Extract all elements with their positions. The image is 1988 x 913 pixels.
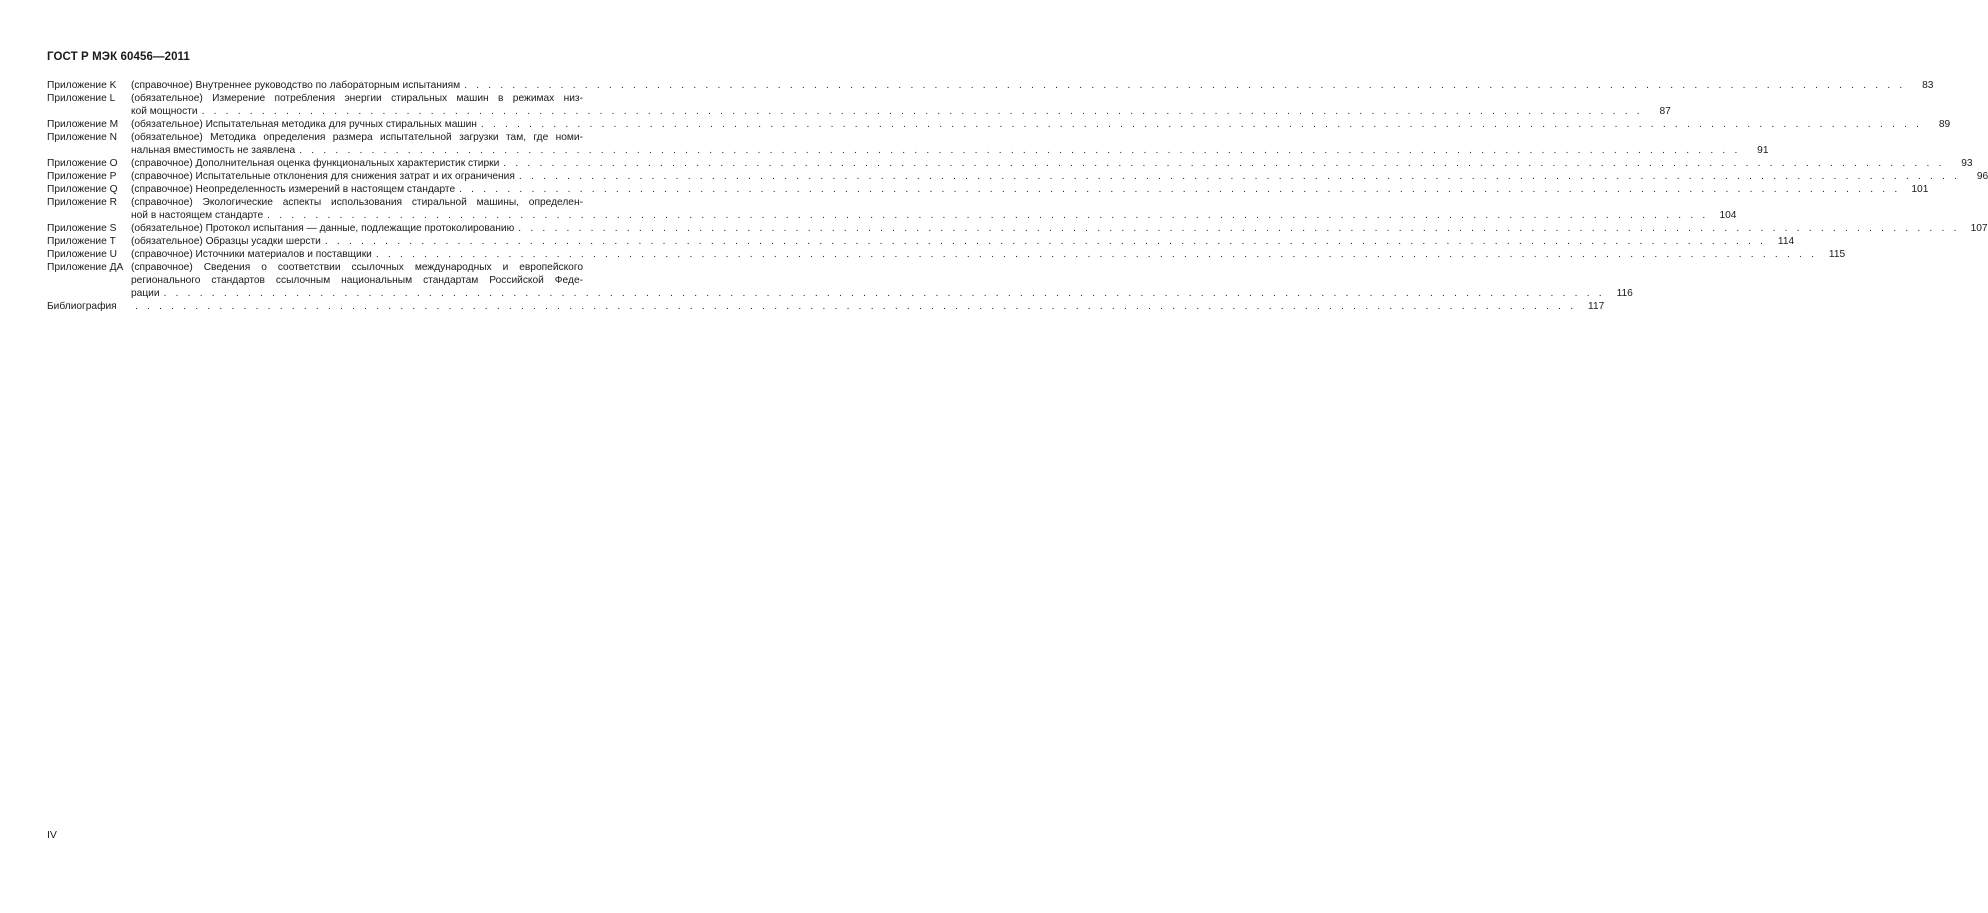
toc-entry-title: нальная вместимость не заявлена [131,145,296,156]
toc-entry-body [131,196,1737,222]
toc-entry-page-number: 115 [1828,249,1846,260]
toc-entry[interactable] [47,170,1988,183]
toc-entry[interactable] [47,222,1988,235]
toc-entry-body [131,261,1633,300]
toc-entry-label: Приложение Q [47,184,118,195]
toc-entry-body [131,248,1846,261]
toc-entry-label: Приложение U [47,249,117,260]
toc-entry-title-final-line [131,300,1605,313]
toc-entry-title: (справочное) Внутреннее руководство по лабораторным испытаниям [131,80,461,91]
toc-entry-title: (обязательное) Протокол испытания — данные, подлежащие протоколированию [131,223,515,234]
toc-entry-title-final-line [131,118,1951,131]
toc-entry-title: (справочное) Испытательные отклонения для снижения затрат и их ограничения [131,171,515,182]
toc-entry[interactable] [47,131,1769,157]
toc-entry-title-final-line [131,157,1973,170]
toc-entry-page-number: 87 [1659,106,1671,117]
toc-entry-title: (справочное) Источники материалов и поставщики [131,249,372,260]
toc-entry-title-line: (справочное) Сведения о соответствии ссылочных международных и европейского [131,262,583,273]
dot-leader: . . . . . . . . . . . . . . . . . . . . . . . . . . . . . . . . . . . . . . . . . . . . . . . . . . . . . . . . . . . . . . . . . . . . . . . . . . . . . . . . . . . . . . . . . . . . . . . . . . . . . . . . . . . . . . . . . . . . . . . . [480,119,1923,130]
toc-entry-body [131,157,1973,170]
toc-entry[interactable] [47,235,1795,248]
dot-leader: . . . . . . . . . . . . . . . . . . . . . . . . . . . . . . . . . . . . . . . . . . . . . . . . . . . . . . . . . . . . . . . . . . . . . . . . . . . . . . . . . . . . . . . . . . . . . . . . . . . . . . . . . . . . . . . . . . . . . . . . [375,249,1818,260]
toc-entry-title-line: (обязательное) Методика определения размера испытательной загрузки там, где номи- [131,132,583,143]
document-header: ГОСТ Р МЭК 60456—2011 [47,51,190,63]
toc-entry-page-number: 101 [1911,184,1929,195]
toc-entry-page-number: 96 [1976,171,1988,182]
toc-entry-body [131,131,1769,157]
toc-entry[interactable] [47,196,1737,222]
toc-entry-label: Приложение L [47,93,116,104]
dot-leader: . . . . . . . . . . . . . . . . . . . . . . . . . . . . . . . . . . . . . . . . . . . . . . . . . . . . . . . . . . . . . . . . . . . . . . . . . . . . . . . . . . . . . . . . . . . . . . . . . . . . . . . . . . . . . . . . . . . . . . . . [163,288,1605,299]
toc-entry-label: Библиография [47,301,117,312]
toc-entry-body [131,222,1988,235]
toc-entry-title-line: (обязательное) Измерение потребления энергии стиральных машин в режимах низ- [131,93,583,104]
toc-entry-title: (обязательное) Образцы усадки шерсти [131,236,321,247]
toc-entry[interactable] [47,183,1929,196]
toc-entry[interactable] [47,157,1973,170]
toc-entry-title: (обязательное) Испытательная методика для ручных стиральных машин [131,119,477,130]
toc-entry-title-final-line [131,235,1795,248]
toc-entry-body [131,300,1605,313]
page-number: IV [47,829,57,841]
toc-entry-label: Приложение ДА [47,262,124,273]
toc-entry-label: Приложение O [47,158,118,169]
toc-entry-title-final-line [131,183,1929,196]
toc-entry-label: Приложение S [47,223,117,234]
toc-entry-body [131,79,1934,92]
toc-entry-page-number: 107 [1970,223,1988,234]
table-of-contents [47,79,1988,313]
toc-entry-label: Приложение T [47,236,116,247]
dot-leader: . . . . . . . . . . . . . . . . . . . . . . . . . . . . . . . . . . . . . . . . . . . . . . . . . . . . . . . . . . . . . . . . . . . . . . . . . . . . . . . . . . . . . . . . . . . . . . . . . . . . . . . . . . . . . . . . . . . . . . . . [135,301,1577,312]
toc-entry-title: рации [131,288,160,299]
toc-entry-label: Приложение R [47,197,117,208]
toc-entry-page-number: 83 [1922,80,1934,91]
toc-entry-title: (справочное) Неопределенность измерений в настоящем стандарте [131,184,456,195]
toc-entry-title: (справочное) Дополнительная оценка функциональных характеристик стирки [131,158,500,169]
dot-leader: . . . . . . . . . . . . . . . . . . . . . . . . . . . . . . . . . . . . . . . . . . . . . . . . . . . . . . . . . . . . . . . . . . . . . . . . . . . . . . . . . . . . . . . . . . . . . . . . . . . . . . . . . . . . . . . . . . . . . . . . [267,210,1709,221]
toc-entry-label: Приложение M [47,119,119,130]
toc-entry-page-number: 114 [1777,236,1795,247]
toc-entry[interactable] [47,118,1951,131]
toc-entry-label: Приложение N [47,132,117,143]
dot-leader: . . . . . . . . . . . . . . . . . . . . . . . . . . . . . . . . . . . . . . . . . . . . . . . . . . . . . . . . . . . . . . . . . . . . . . . . . . . . . . . . . . . . . . . . . . . . . . . . . . . . . . . . . . . . . . . . . . . . . . . . [299,145,1741,156]
toc-entry-body [131,183,1929,196]
dot-leader: . . . . . . . . . . . . . . . . . . . . . . . . . . . . . . . . . . . . . . . . . . . . . . . . . . . . . . . . . . . . . . . . . . . . . . . . . . . . . . . . . . . . . . . . . . . . . . . . . . . . . . . . . . . . . . . . . . . . . . . . [324,236,1767,247]
toc-entry-page-number: 91 [1757,145,1769,156]
toc-entry-title-final-line [131,287,1633,300]
toc-entry-title-final-line [131,222,1988,235]
toc-entry-title-line: (справочное) Экологические аспекты использования стиральной машины, определен- [131,197,583,208]
dot-leader: . . . . . . . . . . . . . . . . . . . . . . . . . . . . . . . . . . . . . . . . . . . . . . . . . . . . . . . . . . . . . . . . . . . . . . . . . . . . . . . . . . . . . . . . . . . . . . . . . . . . . . . . . . . . . . . . . . . . . . . . [518,223,1960,234]
toc-entry[interactable] [47,248,1846,261]
dot-leader: . . . . . . . . . . . . . . . . . . . . . . . . . . . . . . . . . . . . . . . . . . . . . . . . . . . . . . . . . . . . . . . . . . . . . . . . . . . . . . . . . . . . . . . . . . . . . . . . . . . . . . . . . . . . . . . . . . . . . . . . [201,106,1643,117]
dot-leader: . . . . . . . . . . . . . . . . . . . . . . . . . . . . . . . . . . . . . . . . . . . . . . . . . . . . . . . . . . . . . . . . . . . . . . . . . . . . . . . . . . . . . . . . . . . . . . . . . . . . . . . . . . . . . . . . . . . . . . . . [464,80,1906,91]
toc-entry-label: Приложение K [47,80,117,91]
toc-entry-title-final-line [131,105,1671,118]
toc-entry-title: ной в настоящем стандарте [131,210,264,221]
toc-entry-page-number: 89 [1938,119,1951,130]
toc-entry-page-number: 104 [1719,210,1737,221]
toc-entry-title-final-line [131,209,1737,222]
toc-entry-title-line: регионального стандартов ссылочным национальным стандартам Российской Феде- [131,275,583,286]
toc-entry-body [131,170,1988,183]
toc-entry[interactable] [47,92,1671,118]
toc-entry[interactable] [47,261,1633,300]
toc-entry-title-final-line [131,144,1769,157]
toc-entry-page-number: 117 [1588,301,1605,312]
toc-entry-page-number: 116 [1616,288,1633,299]
toc-entry[interactable] [47,300,1605,313]
toc-entry-label: Приложение P [47,171,117,182]
toc-entry-body [131,235,1795,248]
toc-entry-body [131,118,1951,131]
dot-leader: . . . . . . . . . . . . . . . . . . . . . . . . . . . . . . . . . . . . . . . . . . . . . . . . . . . . . . . . . . . . . . . . . . . . . . . . . . . . . . . . . . . . . . . . . . . . . . . . . . . . . . . . . . . . . . . . . . . . . . . . [503,158,1945,169]
toc-entry[interactable] [47,79,1934,92]
dot-leader: . . . . . . . . . . . . . . . . . . . . . . . . . . . . . . . . . . . . . . . . . . . . . . . . . . . . . . . . . . . . . . . . . . . . . . . . . . . . . . . . . . . . . . . . . . . . . . . . . . . . . . . . . . . . . . . . . . . . . . . . [459,184,1901,195]
toc-entry-body [131,92,1671,118]
toc-entry-title: кой мощности [131,106,198,117]
toc-entry-title-final-line [131,248,1846,261]
toc-entry-page-number: 93 [1961,158,1973,169]
toc-entry-title-final-line [131,170,1988,183]
dot-leader: . . . . . . . . . . . . . . . . . . . . . . . . . . . . . . . . . . . . . . . . . . . . . . . . . . . . . . . . . . . . . . . . . . . . . . . . . . . . . . . . . . . . . . . . . . . . . . . . . . . . . . . . . . . . . . . . . . . . . . . . [518,171,1961,182]
toc-entry-title-final-line [131,79,1934,92]
